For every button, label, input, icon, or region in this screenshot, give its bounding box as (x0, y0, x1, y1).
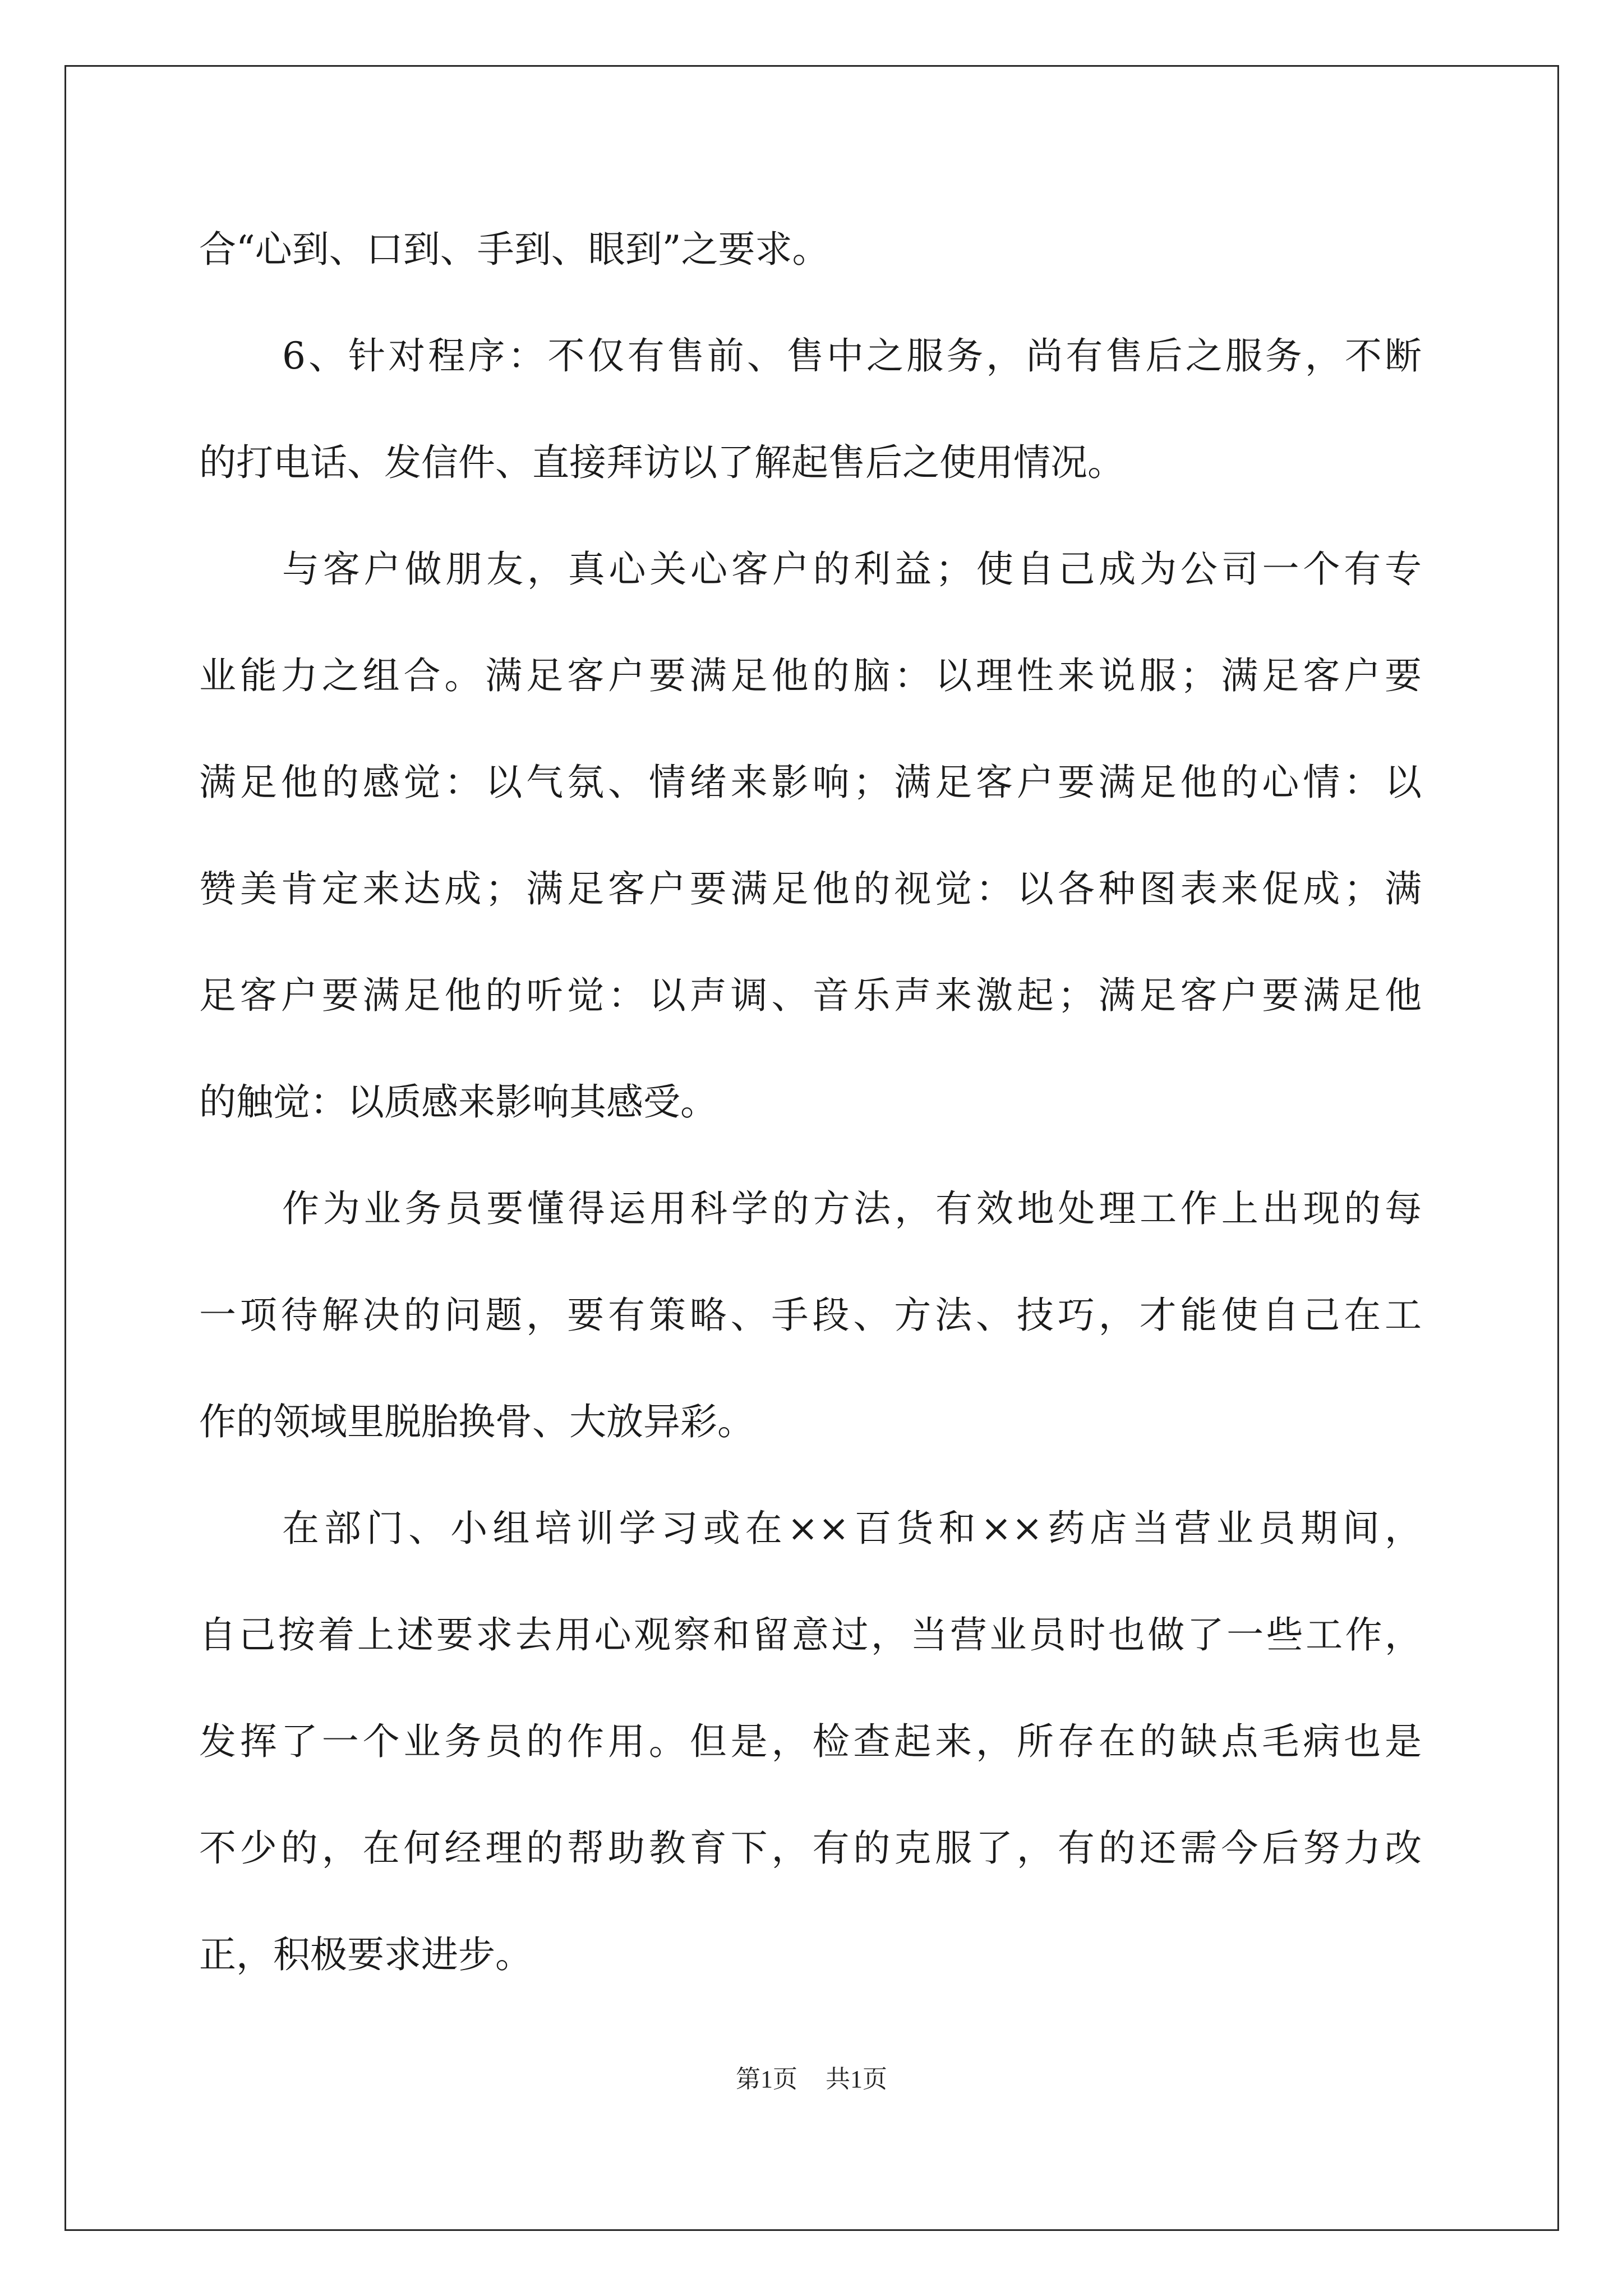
paragraph-first-line: 6、针对程序：不仅有售前、售中之服务，尚有售后之服务，不断 (282, 334, 1422, 378)
text-line: 合“心到、口到、手到、眼到”之要求。 (199, 228, 829, 271)
text-line: 的触觉：以质感来影响其感受。 (199, 1080, 717, 1124)
paragraph-first-line: 作为业务员要懂得运用科学的方法，有效地处理工作上出现的每 (282, 1187, 1422, 1230)
paragraph-first-line: 在部门、小组培训学习或在××百货和××药店当营业员期间， (282, 1507, 1422, 1550)
text-line: 发挥了一个业务员的作用。但是，检查起来，所存在的缺点毛病也是 (199, 1720, 1422, 1763)
text-line: 足客户要满足他的听觉：以声调、音乐声来激起；满足客户要满足他 (199, 974, 1422, 1017)
text-line: 自己按着上述要求去用心观察和留意过，当营业员时也做了一些工作， (199, 1613, 1422, 1657)
text-line: 正，积极要求进步。 (199, 1933, 532, 1976)
page-number: 第1页 (736, 2065, 797, 2093)
paragraph-first-line: 与客户做朋友，真心关心客户的利益；使自己成为公司一个有专 (282, 547, 1422, 591)
text-line: 一项待解决的问题，要有策略、手段、方法、技巧，才能使自己在工 (199, 1294, 1422, 1337)
text-line: 业能力之组合。满足客户要满足他的脑：以理性来说服；满足客户要 (199, 654, 1422, 697)
text-line: 不少的，在何经理的帮助教育下，有的克服了，有的还需今后努力改 (199, 1826, 1422, 1870)
page-total: 共1页 (826, 2065, 887, 2093)
text-line: 满足他的感觉：以气氛、情绪来影响；满足客户要满足他的心情：以 (199, 761, 1422, 804)
text-line: 作的领域里脱胎换骨、大放异彩。 (199, 1400, 754, 1443)
document-body (199, 213, 1422, 2025)
text-line: 的打电话、发信件、直接拜访以了解起售后之使用情况。 (199, 441, 1124, 484)
text-line: 赞美肯定来达成；满足客户要满足他的视觉：以各种图表来促成；满 (199, 867, 1422, 910)
page-footer (0, 2059, 1623, 2095)
